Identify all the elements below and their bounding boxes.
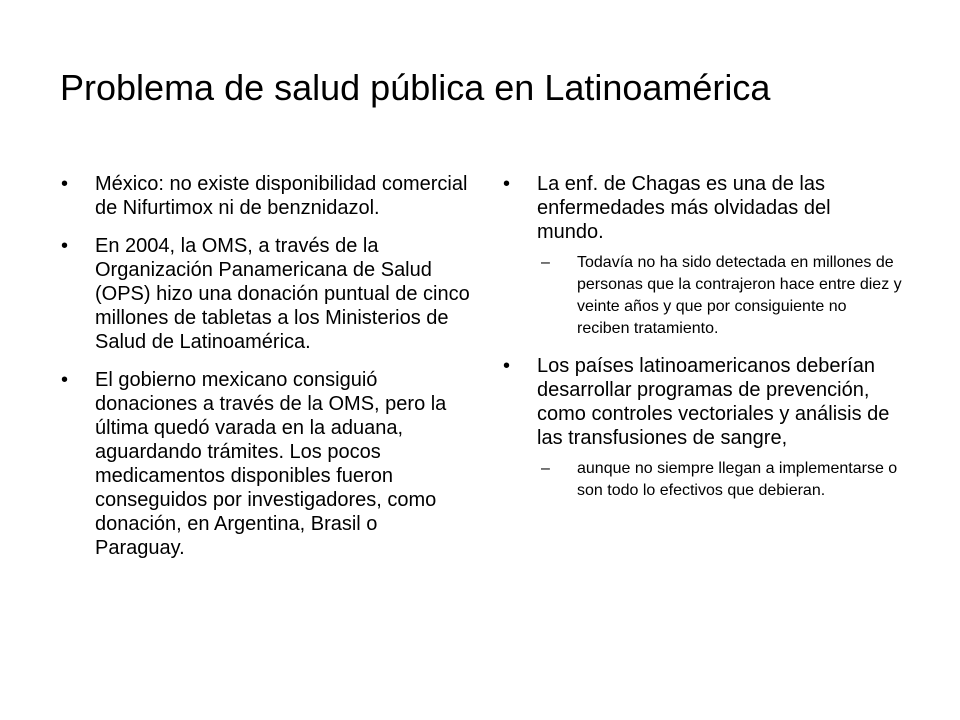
sub-bullet-item bbox=[537, 458, 902, 502]
bullet-dot-icon: • bbox=[61, 369, 69, 391]
bullet-item bbox=[60, 234, 470, 354]
bullet-item bbox=[60, 172, 470, 220]
bullet-text: Los países latinoamericanos deberían desarrollar programas de prevención, como controles vectoriales y análisis de las transfusiones de sangre, bbox=[537, 355, 890, 449]
sub-bullet-list bbox=[537, 252, 902, 340]
right-bullet-list bbox=[502, 172, 902, 502]
slide-title: Problema de salud pública en Latinoamérica bbox=[60, 67, 771, 108]
dash-icon: – bbox=[541, 460, 550, 477]
right-column bbox=[502, 172, 902, 516]
bullet-item bbox=[502, 172, 902, 340]
sub-bullet-item bbox=[537, 252, 902, 340]
bullet-item bbox=[60, 368, 470, 560]
bullet-text: En 2004, la OMS, a través de la Organización Panamericana de Salud (OPS) hizo una donación puntual de cinco millones de tabletas a los Ministerios de Salud de Latinoamérica. bbox=[95, 235, 470, 353]
left-column bbox=[60, 172, 470, 574]
bullet-dot-icon: • bbox=[503, 355, 511, 377]
bullet-item bbox=[502, 354, 902, 502]
sub-bullet-text: aunque no siempre llegan a implementarse o son todo lo efectivos que debieran. bbox=[577, 460, 898, 499]
bullet-text: El gobierno mexicano consiguió donaciones a través de la OMS, pero la última quedó varada en la aduana, aguardando trámites. Los pocos medicamentos disponibles fueron conseguidos por investigadores, como donación, en Argentina, Brasil o Paraguay. bbox=[95, 369, 447, 559]
bullet-text: México: no existe disponibilidad comercial de Nifurtimox ni de benznidazol. bbox=[95, 173, 468, 219]
bullet-dot-icon: • bbox=[503, 173, 511, 195]
left-bullet-list bbox=[60, 172, 470, 560]
sub-bullet-text: Todavía no ha sido detectada en millones de personas que la contrajeron hace entre diez y veinte años y que por consiguiente no reciben tratamiento. bbox=[577, 254, 902, 337]
bullet-dot-icon: • bbox=[61, 173, 69, 195]
dash-icon: – bbox=[541, 254, 550, 271]
bullet-text: La enf. de Chagas es una de las enfermedades más olvidadas del mundo. bbox=[537, 173, 831, 243]
bullet-dot-icon: • bbox=[61, 235, 69, 257]
sub-bullet-list bbox=[537, 458, 902, 502]
